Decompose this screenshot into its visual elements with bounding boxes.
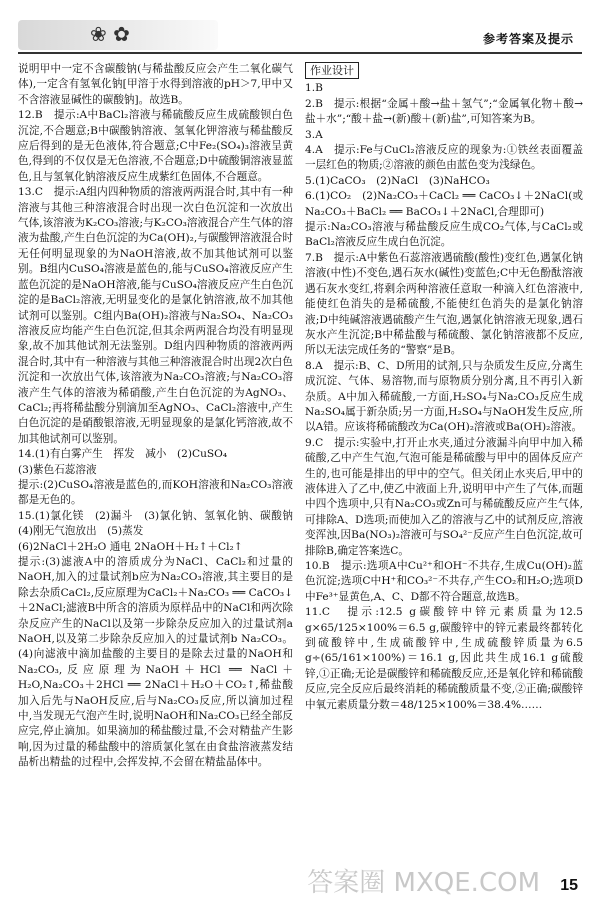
answer-paragraph: 10.B 提示:选项A中Cu²⁺和OH⁻不共存,生成Cu(OH)₂蓝色沉淀;选项C中H⁺和CO₃²⁻不共存,产生CO₂和H₂O;选项D中Fe³⁺显黄色,A、C、D都不符合题意,故选B。 [305,560,583,603]
left-column [18,62,304,771]
answer-paragraph: 11.C 提示:12.5 g碳酸锌中锌元素质量为12.5 g×65/125×100%＝6.5 g,碳酸锌中的锌元素最终都转化到硫酸锌中,生成硫酸锌中,生成硫酸锌质量为6.5 g÷(65/161×100%)＝16.1 g,因此共生成16.1 g硫酸锌,①正确;无论是碳酸锌和稀硫酸反应,还是氧化锌和稀硫酸反应,完全反应后最终消耗的稀硫酸质量不变,②正确;碳酸锌中氧元素质量分数＝48/125×100%＝38.4%…… [305,606,583,711]
watermark: 答案圈 MXQE.COM [307,868,540,898]
answer-paragraph: 提示:(3)滤液A中的溶质成分为NaCl、CaCl₂和过量的NaOH,加入的过量试剂b应为Na₂CO₃溶液,其主要目的是除去杂质CaCl₂,反应原理为CaCl₂＋Na₂CO₃ ══ CaCO₃↓＋2NaCl;滤液B中所含的溶质为原样品中的NaCl和两次除杂反应产生的NaCl以及第一步除杂反应加入的过量试剂a NaOH,以及第二步除杂反应加入的过量试剂b Na₂CO₃。(4)向滤液中滴加盐酸的主要目的是除去过量的NaOH和Na₂CO₃,反应原理为NaOH＋HCl ══ NaCl＋H₂O,Na₂CO₃＋2HCl ══ 2NaCl＋H₂O＋CO₂↑,稀盐酸加入后先与NaOH反应,后与Na₂CO₃反应,所以滴加过程中,当发现无气泡产生时,说明NaOH和Na₂CO₃已经全部反应完,停止滴加。如果滴加的稀盐酸过量,不会对精盐产生影响,因为过量的稀盐酸中的溶质氯化氢在由食盐溶液蒸发结晶析出精盐的过程中,会挥发掉,不会留在精盐晶体中。 [18,556,293,769]
answer-paragraph: 14.(1)有白雾产生 挥发 减小 (2)CuSO₄ [18,448,228,461]
header-rule [18,52,582,54]
answer-paragraph: 4.A 提示:Fe与CuCl₂溶液反应的现象为:①铁丝表面覆盖一层红色的物质;②溶液的颜色由蓝色变为浅绿色。 [305,144,583,172]
page-number: 15 [560,877,578,894]
answer-paragraph: 5.(1)CaCO₃ (2)NaCl (3)NaHCO₃ [305,174,490,187]
section-tag: 作业设计 [305,62,359,79]
page-header [0,0,600,58]
butterfly-decoration-icon: ❀ ✿ [90,22,130,46]
answer-paragraph: 13.C 提示:A组内四种物质的溶液两两混合时,其中有一种溶液与其他三种溶液混合时出现一次白色沉淀和一次放出气体,该溶液为K₂CO₃溶液;与K₂CO₃溶液混合产生气体的溶液为盐酸,产生白色沉淀的为Ca(OH)₂,与碳酸钾溶液混合时无任何明显现象的为NaOH溶液,故不加其他试剂可以鉴别。B组内CuSO₄溶液是蓝色的,能与CuSO₄溶液反应产生蓝色沉淀的是NaOH溶液,能与CuSO₄溶液反应产生白色沉淀的是BaCl₂溶液,无明显变化的是氯化钠溶液,故不加其他试剂可以鉴别。C组内Ba(OH)₂溶液与Na₂SO₄、Na₂CO₃溶液反应均能产生白色沉淀,但其余两两混合均没有明显现象,故不加其他试剂无法鉴别。D组内四种物质的溶液两两混合时,其中有一种溶液与其他三种溶液混合时出现2次白色沉淀和一次放出气体,该溶液为Na₂CO₃溶液;与Na₂CO₃溶液产生气体的溶液为稀硝酸,产生白色沉淀的为AgNO₃、CaCl₂;再将稀盐酸分别滴加至AgNO₃、CaCl₂溶液中,产生白色沉淀的是硝酸银溶液,无明显现象的是氯化钙溶液,故不加其他试剂可以鉴别。 [18,186,293,445]
answer-paragraph: 15.(1)氯化镁 (2)漏斗 (3)氯化钠、氢氧化钠、碳酸钠 (4)刚无气泡放出 (5)蒸发 [18,509,304,538]
answer-paragraph: 9.C 提示:实验中,打开止水夹,通过分液漏斗向甲中加入稀硫酸,乙中产生气泡,气泡可能是稀硫酸与甲中的固体反应产生的,也可能是排出的甲中的空气。但关闭止水夹后,甲中的液体进入了乙中,使乙中液面上升,说明甲中产生了气体,而题中四个选项中,只有Na₂CO₃或Zn可与稀硫酸反应产生气体,可排除A、D选项;而使加入乙的溶液与乙中的试剂反应,溶液变浑浊,因Ba(NO₃)₂溶液可与SO₄²⁻反应产生白色沉淀,故可排除B,确定答案选C。 [305,436,583,557]
answer-paragraph: 3.A [305,128,323,141]
header-title: 参考答案及提示 [482,32,574,46]
answer-list [305,81,583,713]
right-column [305,62,583,713]
answer-paragraph: 8.A 提示:B、C、D所用的试剂,只与杂质发生反应,分离生成沉淀、气体、易溶物,而与原物质分别分离,且不再引入新杂质。A中加入稀硫酸,一方面,H₂SO₄与Na₂CO₃反应生成Na₂SO₄属于新杂质;另一方面,H₂SO₄与NaOH发生反应,所以A错。应该将稀硫酸改为Ca(OH)₂溶液或Ba(OH)₂溶液。 [305,359,583,434]
answer-paragraph: 12.B 提示:A中BaCl₂溶液与稀硫酸反应生成硫酸钡白色沉淀,不合题意;B中碳酸钠溶液、氢氧化钾溶液与稀盐酸反应后得到的是无色液体,符合题意;C中Fe₂(SO₄)₃溶液呈黄色,得到的不仅仅是无色溶液,不合题意;D中硫酸铜溶液显蓝色,且与氢氧化钠溶液反应生成紫红色固体,不合题意。 [18,109,293,183]
answer-paragraph: 6.(1)CO₂ (2)Na₂CO₃＋CaCl₂ ══ CaCO₃↓＋2NaCl(或Na₂CO₃＋BaCl₂ ══ BaCO₃↓＋2NaCl,合理即可) [305,190,583,218]
answer-paragraph: (6)2NaCl＋2H₂O 通电 2NaOH＋H₂↑＋Cl₂↑ [18,540,243,553]
answer-paragraph: 2.B 提示:根据“金属＋酸→盐＋氢气”;“金属氧化物＋酸→盐＋水”;“酸＋盐→(新)酸＋(新)盐”,可知答案为B。 [305,97,583,126]
answer-paragraph: 提示:Na₂CO₃溶液与稀盐酸反应生成CO₂气体,与CaCl₂或BaCl₂溶液反应生成白色沉淀。 [305,221,583,249]
answer-paragraph: (3)紫色石蕊溶液 [18,463,97,476]
answer-paragraph: 提示:(2)CuSO₄溶液是蓝色的,而KOH溶液和Na₂CO₃溶液都是无色的。 [18,478,293,507]
answer-paragraph: 1.B [305,82,323,95]
answer-paragraph: 说明甲中一定不含碳酸钠(与稀盐酸反应会产生二氧化碳气体),一定含有氢氧化钠[甲溶于水得到溶液的pH＞7,甲中又不含溶液显碱性的碳酸钠]。故选B。 [18,63,293,106]
answer-paragraph: 7.B 提示:A中紫色石蕊溶液遇硫酸(酸性)变红色,遇氯化钠溶液(中性)不变色,遇石灰水(碱性)变蓝色;C中无色酚酞溶液遇石灰水变红,将剩余两种溶液任意取一种滴入红色溶液中,能使红色消失的是稀硫酸,不能使红色消失的是氯化钠溶液;D中纯碱溶液遇硫酸产生气泡,遇氯化钠溶液无现象,遇石灰水产生沉淀;B中稀盐酸与稀硫酸、氯化钠溶液都不反应,所以无法完成任务的“警察”是B。 [305,251,583,357]
